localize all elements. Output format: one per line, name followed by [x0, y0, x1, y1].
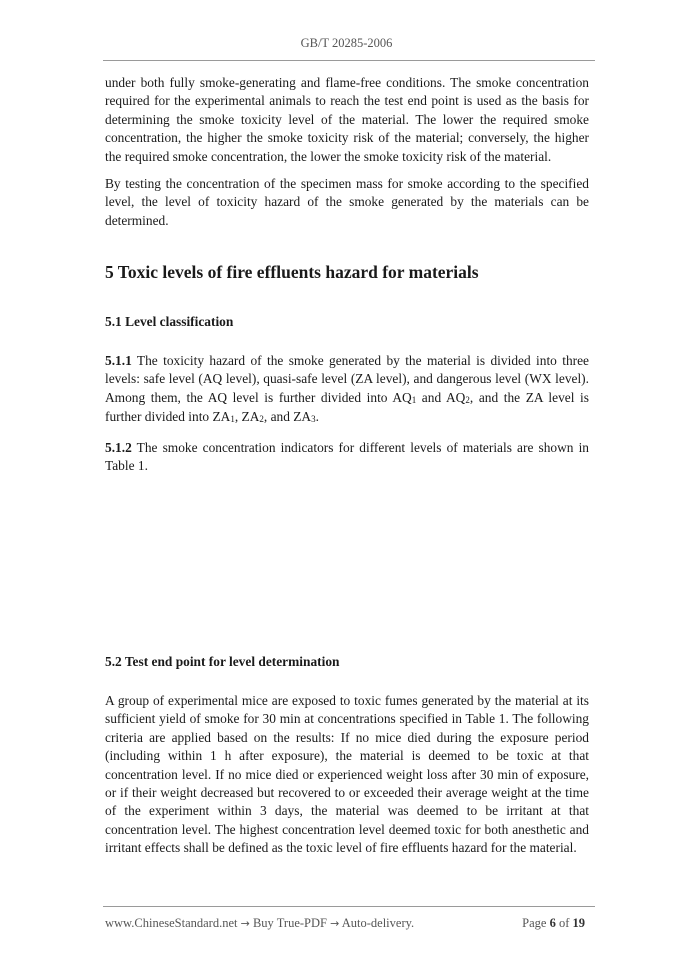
intro-paragraph-1: under both fully smoke-generating and flame-free conditions. The smoke concentration required for the experimental animals to reach the test end point is used as the basis for determining the smoke toxicity level of the material. The lower the required smoke concentration, the higher the smoke toxicity risk of the material; conversely, the higher the required smoke concentration, the lower the smoke toxicity risk of the material.: [105, 75, 589, 164]
clause-5-1-1-text-a: The toxicity hazard of the smoke generated by the material is divided into three levels: safe level (AQ level), quasi-safe level (ZA level), and dangerous level (WX level). Among them, the AQ level is further divided into AQ: [105, 353, 589, 405]
header-divider: [103, 60, 595, 61]
of-label: of: [558, 916, 570, 930]
clause-5-1-1-text-f: .: [315, 409, 319, 425]
auto-delivery-text: Auto-delivery.: [339, 916, 415, 930]
clause-5-1-2-text: The smoke concentration indicators for different levels of materials are shown in Table 1.: [105, 440, 589, 474]
clause-5-1-1-text-e: , and ZA: [263, 409, 312, 425]
section-5-2-heading: 5.2 Test end point for level determination: [105, 654, 340, 669]
clause-5-1-2-number: 5.1.2: [105, 440, 132, 455]
page-number: 6: [549, 916, 556, 930]
intro-paragraph-2: By testing the concentration of the specimen mass for smoke according to the specified level, the level of toxicity hazard of the smoke generated by the materials can be determined.: [105, 176, 589, 228]
clause-5-1-1-text-c: , and the ZA level is further divided into ZA: [105, 389, 589, 425]
clause-5-1-1: [105, 352, 589, 428]
page-indicator: [522, 916, 585, 931]
section-5-heading: 5 Toxic levels of fire effluents hazard for materials: [105, 262, 479, 282]
arrow-right-icon: →: [330, 917, 340, 930]
section-5-2-paragraph: A group of experimental mice are exposed to toxic fumes generated by the material at its sufficient yield of smoke for 30 min at concentrations specified in Table 1. The following criteria are applied based on the results: If no mice died during the exposure period (including within 1 h after exposure), the material is deemed to be toxic at that concentration level. If no mice died or experienced weight loss after 30 min of exposure, or if their weight decreased but recovered to or exceeded their average weight at the time of the experiment within 3 days, the material was deemed to be irritant at that concentration level. The highest concentration level deemed toxic for both anesthetic and irritant effects shall be defined as the toxic level of fire effluents hazard for the material.: [105, 693, 589, 856]
clause-5-1-1-text-b: and AQ: [416, 389, 466, 405]
clause-5-1-2: [105, 439, 589, 476]
subscript: 1: [230, 414, 235, 425]
arrow-right-icon: →: [240, 917, 250, 930]
subscript: 2: [465, 394, 470, 405]
footer-divider: [103, 906, 595, 907]
clause-5-1-1-number: 5.1.1: [105, 353, 132, 368]
clause-5-1-1-text-d: , ZA: [234, 409, 260, 425]
footer-links: [105, 916, 414, 931]
site-link[interactable]: www.ChineseStandard.net: [105, 916, 238, 930]
subscript: 2: [259, 414, 264, 425]
page-header: GB/T 20285-2006: [300, 36, 393, 50]
subscript: 3: [311, 414, 316, 425]
intro-section: [105, 74, 589, 230]
buy-pdf-link[interactable]: Buy True-PDF: [249, 916, 331, 930]
subscript: 1: [411, 394, 417, 405]
page-label: Page: [522, 916, 547, 930]
section-5-1-heading: 5.1 Level classification: [105, 314, 234, 329]
page-total: 19: [572, 916, 585, 930]
